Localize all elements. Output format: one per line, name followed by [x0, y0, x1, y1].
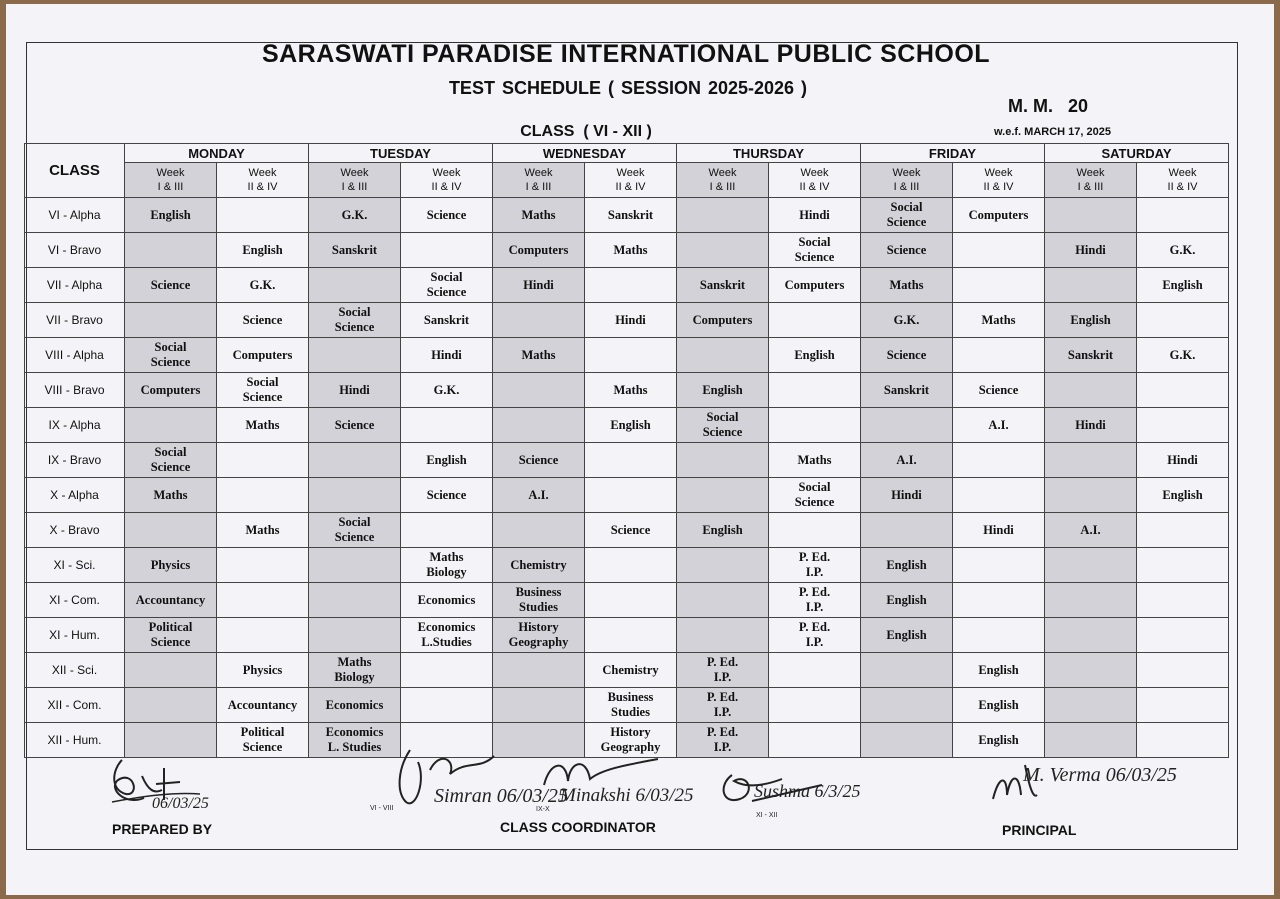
- subject-cell: [493, 373, 585, 408]
- subject-cell: Hindi: [309, 373, 401, 408]
- subject-cell: Sanskrit: [677, 268, 769, 303]
- subject-cell: [1045, 618, 1137, 653]
- class-range-title: CLASS ( VI - XII ): [520, 123, 652, 140]
- coordinator-signature-3: [712, 755, 861, 825]
- test-schedule-title: TEST SCHEDULE ( SESSION 2025-2026 ): [448, 78, 808, 98]
- subject-cell: [1137, 513, 1229, 548]
- schedule-row: [25, 478, 1229, 513]
- class-coordinator-label: CLASS COORDINATOR: [500, 819, 656, 835]
- subject-cell: Social Science: [125, 338, 217, 373]
- subject-cell: [585, 583, 677, 618]
- subject-cell: Chemistry: [585, 653, 677, 688]
- week-header: Week I & III: [125, 163, 217, 198]
- week-header: Week I & III: [493, 163, 585, 198]
- subject-cell: Maths Biology: [401, 548, 493, 583]
- subject-cell: P. Ed. I.P.: [677, 723, 769, 758]
- class-label: VI - Alpha: [25, 198, 125, 233]
- subject-cell: [953, 478, 1045, 513]
- class-label: X - Alpha: [25, 478, 125, 513]
- schedule-row: [25, 373, 1229, 408]
- subject-cell: [769, 303, 861, 338]
- subject-cell: [1045, 443, 1137, 478]
- class-header: CLASS: [25, 144, 125, 198]
- subject-cell: [309, 583, 401, 618]
- subject-cell: P. Ed. I.P.: [769, 548, 861, 583]
- subject-cell: [217, 443, 309, 478]
- subject-cell: [401, 653, 493, 688]
- subject-cell: Hindi: [585, 303, 677, 338]
- subject-cell: [677, 233, 769, 268]
- subject-cell: [309, 443, 401, 478]
- subject-cell: Hindi: [1045, 233, 1137, 268]
- subject-cell: Maths: [125, 478, 217, 513]
- class-label: IX - Bravo: [25, 443, 125, 478]
- subject-cell: A.I.: [493, 478, 585, 513]
- coord-1-sign: Simran 06/03/25: [434, 785, 568, 807]
- subject-cell: A.I.: [861, 443, 953, 478]
- subject-cell: Economics L. Studies: [309, 723, 401, 758]
- class-label: XI - Sci.: [25, 548, 125, 583]
- subject-cell: Science: [401, 198, 493, 233]
- subject-cell: [309, 548, 401, 583]
- subject-cell: Economics: [401, 583, 493, 618]
- subject-cell: Political Science: [217, 723, 309, 758]
- effective-date: w.e.f. MARCH 17, 2025: [994, 126, 1111, 138]
- coord-2-sign: Minakshi 6/03/25: [560, 785, 694, 806]
- subject-cell: [493, 688, 585, 723]
- subject-cell: [861, 653, 953, 688]
- subject-cell: English: [217, 233, 309, 268]
- subject-cell: English: [953, 688, 1045, 723]
- prepared-by-label: PREPARED BY: [112, 821, 213, 837]
- schedule-row: [25, 198, 1229, 233]
- subject-cell: [125, 233, 217, 268]
- coord-3-sign: Sushma 6/3/25: [754, 781, 861, 801]
- subject-cell: [677, 548, 769, 583]
- schedule-table: [24, 143, 1229, 758]
- subject-cell: [677, 443, 769, 478]
- schedule-row: [25, 233, 1229, 268]
- subject-cell: [401, 408, 493, 443]
- day-header: FRIDAY: [861, 144, 1045, 163]
- subject-cell: A.I.: [953, 408, 1045, 443]
- day-header: SATURDAY: [1045, 144, 1229, 163]
- subject-cell: Science: [493, 443, 585, 478]
- week-header: Week I & III: [309, 163, 401, 198]
- subject-cell: Social Science: [677, 408, 769, 443]
- subject-cell: Hindi: [1045, 408, 1137, 443]
- week-header: Week I & III: [677, 163, 769, 198]
- schedule-row: [25, 688, 1229, 723]
- subject-cell: English: [401, 443, 493, 478]
- subject-cell: [1137, 303, 1229, 338]
- subject-cell: [1045, 198, 1137, 233]
- coordinator-signature-2: [530, 745, 694, 820]
- subject-cell: Maths: [217, 408, 309, 443]
- subject-cell: English: [861, 583, 953, 618]
- class-label: VII - Alpha: [25, 268, 125, 303]
- subject-cell: [125, 303, 217, 338]
- subject-cell: Hindi: [953, 513, 1045, 548]
- subject-cell: Maths: [953, 303, 1045, 338]
- subject-cell: [677, 478, 769, 513]
- subject-cell: Sanskrit: [401, 303, 493, 338]
- subject-cell: [1137, 723, 1229, 758]
- class-label: VIII - Alpha: [25, 338, 125, 373]
- subject-cell: English: [125, 198, 217, 233]
- vi-viii-note: VI - VIII: [370, 805, 394, 812]
- class-label: VI - Bravo: [25, 233, 125, 268]
- subject-cell: [1137, 408, 1229, 443]
- subject-cell: [1045, 688, 1137, 723]
- subject-cell: Physics: [217, 653, 309, 688]
- subject-cell: [861, 513, 953, 548]
- week-header: Week II & IV: [953, 163, 1045, 198]
- subject-cell: Science: [217, 303, 309, 338]
- schedule-row: [25, 443, 1229, 478]
- subject-cell: [493, 303, 585, 338]
- class-label: XII - Hum.: [25, 723, 125, 758]
- principal-signature: [985, 755, 1177, 825]
- subject-cell: [217, 583, 309, 618]
- subject-cell: English: [1137, 478, 1229, 513]
- subject-cell: [953, 583, 1045, 618]
- subject-cell: [1045, 583, 1137, 618]
- day-header: TUESDAY: [309, 144, 493, 163]
- subject-cell: Social Science: [769, 478, 861, 513]
- subject-cell: [677, 618, 769, 653]
- subject-cell: Economics: [309, 688, 401, 723]
- subject-cell: [125, 653, 217, 688]
- subject-cell: [1045, 548, 1137, 583]
- subject-cell: Maths: [769, 443, 861, 478]
- subject-cell: Computers: [217, 338, 309, 373]
- subject-cell: English: [677, 373, 769, 408]
- subject-cell: [1137, 198, 1229, 233]
- class-label: XII - Com.: [25, 688, 125, 723]
- subject-cell: [217, 198, 309, 233]
- subject-cell: English: [1045, 303, 1137, 338]
- subject-cell: Science: [401, 478, 493, 513]
- subject-cell: Sanskrit: [585, 198, 677, 233]
- schedule-row: [25, 513, 1229, 548]
- subject-cell: [1137, 653, 1229, 688]
- schedule-row: [25, 583, 1229, 618]
- subject-cell: P. Ed. I.P.: [677, 688, 769, 723]
- subject-cell: [861, 408, 953, 443]
- subject-cell: Computers: [677, 303, 769, 338]
- subject-cell: [309, 338, 401, 373]
- subject-cell: [585, 548, 677, 583]
- week-header: Week II & IV: [1137, 163, 1229, 198]
- day-header: THURSDAY: [677, 144, 861, 163]
- subject-cell: [125, 408, 217, 443]
- week-header: Week II & IV: [585, 163, 677, 198]
- subject-cell: [953, 443, 1045, 478]
- subject-cell: Social Science: [861, 198, 953, 233]
- subject-cell: [861, 688, 953, 723]
- subject-cell: Social Science: [309, 513, 401, 548]
- subject-cell: [1137, 618, 1229, 653]
- subject-cell: [1045, 373, 1137, 408]
- subject-cell: Hindi: [769, 198, 861, 233]
- class-label: VIII - Bravo: [25, 373, 125, 408]
- subject-cell: Computers: [125, 373, 217, 408]
- schedule-row: [25, 338, 1229, 373]
- subject-cell: Hindi: [1137, 443, 1229, 478]
- subject-cell: [677, 338, 769, 373]
- schedule-row: [25, 303, 1229, 338]
- subject-cell: Social Science: [401, 268, 493, 303]
- subject-cell: Social Science: [769, 233, 861, 268]
- subject-cell: English: [861, 548, 953, 583]
- subject-cell: Science: [953, 373, 1045, 408]
- subject-cell: Sanskrit: [861, 373, 953, 408]
- subject-cell: English: [861, 618, 953, 653]
- subject-cell: [493, 653, 585, 688]
- subject-cell: [1045, 723, 1137, 758]
- schedule-row: [25, 618, 1229, 653]
- schedule-row: [25, 408, 1229, 443]
- subject-cell: A.I.: [1045, 513, 1137, 548]
- day-header: MONDAY: [125, 144, 309, 163]
- subject-cell: [953, 548, 1045, 583]
- subject-cell: [769, 513, 861, 548]
- class-label: XII - Sci.: [25, 653, 125, 688]
- subject-cell: [585, 478, 677, 513]
- class-label: XI - Com.: [25, 583, 125, 618]
- subject-cell: [953, 233, 1045, 268]
- class-label: VII - Bravo: [25, 303, 125, 338]
- subject-cell: Computers: [769, 268, 861, 303]
- subject-cell: [309, 478, 401, 513]
- subject-cell: [493, 408, 585, 443]
- subject-cell: Business Studies: [493, 583, 585, 618]
- week-header: Week I & III: [861, 163, 953, 198]
- subject-cell: [1137, 688, 1229, 723]
- week-header: Week II & IV: [217, 163, 309, 198]
- subject-cell: [677, 198, 769, 233]
- subject-cell: Maths: [861, 268, 953, 303]
- subject-cell: English: [953, 653, 1045, 688]
- week-header: Week II & IV: [401, 163, 493, 198]
- schedule-row: [25, 653, 1229, 688]
- subject-cell: G.K.: [861, 303, 953, 338]
- class-label: X - Bravo: [25, 513, 125, 548]
- subject-cell: English: [585, 408, 677, 443]
- subject-cell: English: [953, 723, 1045, 758]
- subject-cell: [125, 688, 217, 723]
- subject-cell: [585, 618, 677, 653]
- subject-cell: Maths: [217, 513, 309, 548]
- subject-cell: [953, 268, 1045, 303]
- subject-cell: History Geography: [493, 618, 585, 653]
- subject-cell: [1045, 268, 1137, 303]
- subject-cell: [217, 618, 309, 653]
- subject-cell: Chemistry: [493, 548, 585, 583]
- subject-cell: English: [1137, 268, 1229, 303]
- subject-cell: [309, 618, 401, 653]
- subject-cell: [953, 618, 1045, 653]
- subject-cell: Science: [585, 513, 677, 548]
- subject-cell: [401, 513, 493, 548]
- subject-cell: [585, 443, 677, 478]
- subject-cell: [493, 513, 585, 548]
- subject-cell: Science: [309, 408, 401, 443]
- subject-cell: Political Science: [125, 618, 217, 653]
- subject-cell: Hindi: [861, 478, 953, 513]
- schedule-row: [25, 548, 1229, 583]
- subject-cell: [585, 268, 677, 303]
- subject-cell: Maths: [585, 233, 677, 268]
- subject-cell: Maths: [493, 338, 585, 373]
- subject-cell: Accountancy: [125, 583, 217, 618]
- subject-cell: P. Ed. I.P.: [769, 583, 861, 618]
- subject-cell: [769, 653, 861, 688]
- subject-cell: [1137, 373, 1229, 408]
- subject-cell: Maths Biology: [309, 653, 401, 688]
- subject-cell: [861, 723, 953, 758]
- subject-cell: Hindi: [401, 338, 493, 373]
- subject-cell: [585, 338, 677, 373]
- subject-cell: Computers: [493, 233, 585, 268]
- subject-cell: [217, 478, 309, 513]
- subject-cell: Maths: [585, 373, 677, 408]
- subject-cell: G.K.: [401, 373, 493, 408]
- subject-cell: Computers: [953, 198, 1045, 233]
- class-label: XI - Hum.: [25, 618, 125, 653]
- subject-cell: English: [769, 338, 861, 373]
- subject-cell: Economics L.Studies: [401, 618, 493, 653]
- subject-cell: [769, 723, 861, 758]
- subject-cell: [1045, 653, 1137, 688]
- subject-cell: [1137, 548, 1229, 583]
- subject-cell: Physics: [125, 548, 217, 583]
- xi-xii-note: XI - XII: [756, 812, 778, 819]
- ix-x-note: IX-X: [536, 806, 550, 813]
- subject-cell: [401, 233, 493, 268]
- subject-cell: G.K.: [309, 198, 401, 233]
- subject-cell: [401, 688, 493, 723]
- subject-cell: [217, 548, 309, 583]
- subject-cell: Sanskrit: [309, 233, 401, 268]
- subject-cell: Sanskrit: [1045, 338, 1137, 373]
- subject-cell: P. Ed. I.P.: [769, 618, 861, 653]
- principal-sign: M. Verma 06/03/25: [1023, 764, 1177, 786]
- subject-cell: G.K.: [1137, 338, 1229, 373]
- subject-cell: [677, 583, 769, 618]
- subject-cell: [769, 408, 861, 443]
- subject-cell: Hindi: [493, 268, 585, 303]
- subject-cell: Social Science: [125, 443, 217, 478]
- subject-cell: [1137, 583, 1229, 618]
- subject-cell: Maths: [493, 198, 585, 233]
- subject-cell: P. Ed. I.P.: [677, 653, 769, 688]
- week-header: Week I & III: [1045, 163, 1137, 198]
- subject-cell: Science: [861, 233, 953, 268]
- subject-cell: G.K.: [217, 268, 309, 303]
- subject-cell: Science: [861, 338, 953, 373]
- subject-cell: [769, 373, 861, 408]
- subject-cell: [125, 513, 217, 548]
- subject-cell: English: [677, 513, 769, 548]
- week-header: Week II & IV: [769, 163, 861, 198]
- subject-cell: History Geography: [585, 723, 677, 758]
- schedule-row: [25, 268, 1229, 303]
- school-name: SARASWATI PARADISE INTERNATIONAL PUBLIC SCHOOL: [261, 40, 991, 68]
- subject-cell: [953, 338, 1045, 373]
- subject-cell: Social Science: [309, 303, 401, 338]
- subject-cell: [309, 268, 401, 303]
- subject-cell: Business Studies: [585, 688, 677, 723]
- class-label: IX - Alpha: [25, 408, 125, 443]
- subject-cell: [1045, 478, 1137, 513]
- max-marks: M. M. 20: [1008, 96, 1089, 116]
- subject-cell: G.K.: [1137, 233, 1229, 268]
- subject-cell: Accountancy: [217, 688, 309, 723]
- subject-cell: Social Science: [217, 373, 309, 408]
- subject-cell: [769, 688, 861, 723]
- day-header: WEDNESDAY: [493, 144, 677, 163]
- prepared-sign-date: 06/03/25: [152, 795, 209, 812]
- prepared-by-signature: [104, 750, 244, 820]
- principal-label: PRINCIPAL: [1002, 822, 1077, 838]
- subject-cell: Science: [125, 268, 217, 303]
